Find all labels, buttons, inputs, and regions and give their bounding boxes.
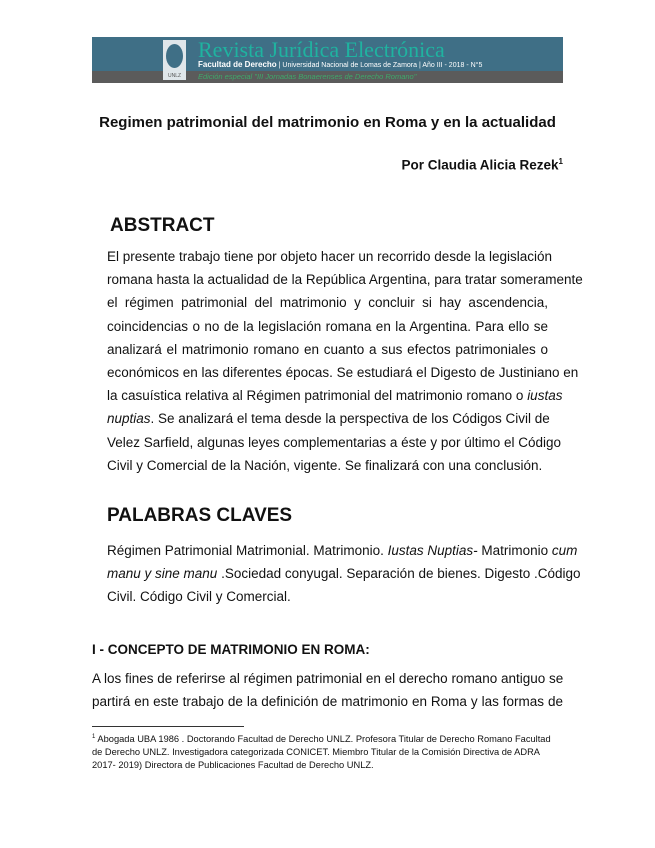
text-segment: cum	[551, 543, 578, 558]
text-line	[107, 338, 548, 361]
text-line	[107, 407, 548, 430]
text-segment: la casuística relativa al Régimen patrimonial del matrimonio romano o	[107, 388, 528, 404]
text-line	[107, 291, 548, 314]
text-segment: Matrimonio	[477, 543, 552, 558]
text-line	[107, 539, 578, 562]
university-logo	[163, 40, 186, 80]
text-segment: A los fines de referirse al régimen patrimonial en el derecho romano antiguo se	[92, 671, 564, 686]
text-line	[107, 384, 563, 407]
text-segment: nuptias	[107, 411, 151, 427]
text-line	[107, 268, 583, 291]
text-line	[107, 585, 548, 608]
journal-subtitle	[198, 60, 482, 69]
article-title: Regimen patrimonial del matrimonio en Roma y en la actualidad	[99, 114, 556, 131]
footnote-text: Abogada UBA 1986 . Doctorando Facultad de Derecho UNLZ. Profesora Titular de Derecho Romano Facultad de Derecho UNLZ. Investigadora categorizada CONICET. Miembro Titular de la Comisión Directiva de ADRA 2017- 2019) Directora de Publicaciones Facultad de Derecho UNLZ.	[92, 734, 551, 771]
text-line	[107, 431, 561, 454]
text-line	[92, 690, 563, 713]
keywords-heading: PALABRAS CLAVES	[107, 505, 293, 526]
text-segment: coincidencias o no de la legislación romana en la Argentina. Para ello se	[107, 318, 548, 334]
footnote	[92, 731, 562, 772]
text-segment: Iustas Nuptias-	[387, 543, 478, 558]
text-line	[107, 315, 548, 338]
text-line	[107, 361, 579, 384]
journal-title: Revista Jurídica Electrónica	[198, 37, 445, 62]
text-line	[92, 667, 563, 690]
abstract-paragraph	[107, 245, 583, 477]
journal-banner	[92, 37, 563, 83]
issue: Año III - 2018 - N°5	[422, 62, 483, 69]
text-segment: manu y sine manu	[107, 566, 218, 582]
text-segment: Civil. Código Civil y Comercial.	[107, 589, 291, 605]
text-segment: . Se analizará el tema desde la perspectiva de los Códigos Civil de	[150, 411, 550, 427]
text-segment: iustas	[527, 388, 563, 404]
text-segment: económicos en las diferentes épocas. Se estudiará el Digesto de Justiniano en	[107, 365, 579, 381]
footnote-divider	[92, 726, 244, 727]
leaf-icon	[166, 44, 183, 68]
text-line	[107, 245, 553, 268]
edition-text: Edición especial "III Jornadas Bonaerenses de Derecho Romano"	[198, 72, 417, 81]
author-name: Por Claudia Alicia Rezek	[401, 157, 559, 173]
author-line	[401, 157, 563, 173]
university: | Universidad Nacional de Lomas de Zamora |	[276, 62, 423, 69]
text-line	[107, 562, 581, 585]
section-heading: I - CONCEPTO DE MATRIMONIO EN ROMA:	[92, 642, 370, 657]
text-segment: Régimen Patrimonial Matrimonial. Matrimonio.	[107, 543, 388, 558]
section-paragraph	[92, 667, 563, 713]
text-segment: El presente trabajo tiene por objeto hacer un recorrido desde la legislación	[107, 249, 553, 264]
logo-text: UNLZ	[167, 73, 182, 79]
text-segment: analizará el matrimonio romano en cuanto a sus efectos patrimoniales o	[107, 341, 548, 357]
text-segment: Civil y Comercial de la Nación, vigente. Se finalizará con una conclusión.	[107, 457, 543, 473]
text-segment: .Sociedad conyugal. Separación de bienes. Digesto .Código	[217, 566, 581, 582]
text-segment: el régimen patrimonial del matrimonio y concluir si hay ascendencia,	[107, 295, 548, 311]
faculty: Facultad de Derecho	[198, 60, 277, 69]
text-segment: partirá en este trabajo de la definición de matrimonio en Roma y las formas de	[92, 694, 563, 710]
text-segment: romana hasta la actualidad de la República Argentina, para tratar someramente	[107, 272, 583, 288]
footnote-ref[interactable]: 1	[558, 157, 563, 166]
text-segment: Velez Sarfield, algunas leyes complementarias a éste y por último el Código	[107, 434, 561, 450]
text-line	[107, 454, 548, 477]
keywords-paragraph	[107, 539, 581, 609]
abstract-heading: ABSTRACT	[110, 215, 215, 236]
footnote-mark: 1	[92, 734, 96, 740]
